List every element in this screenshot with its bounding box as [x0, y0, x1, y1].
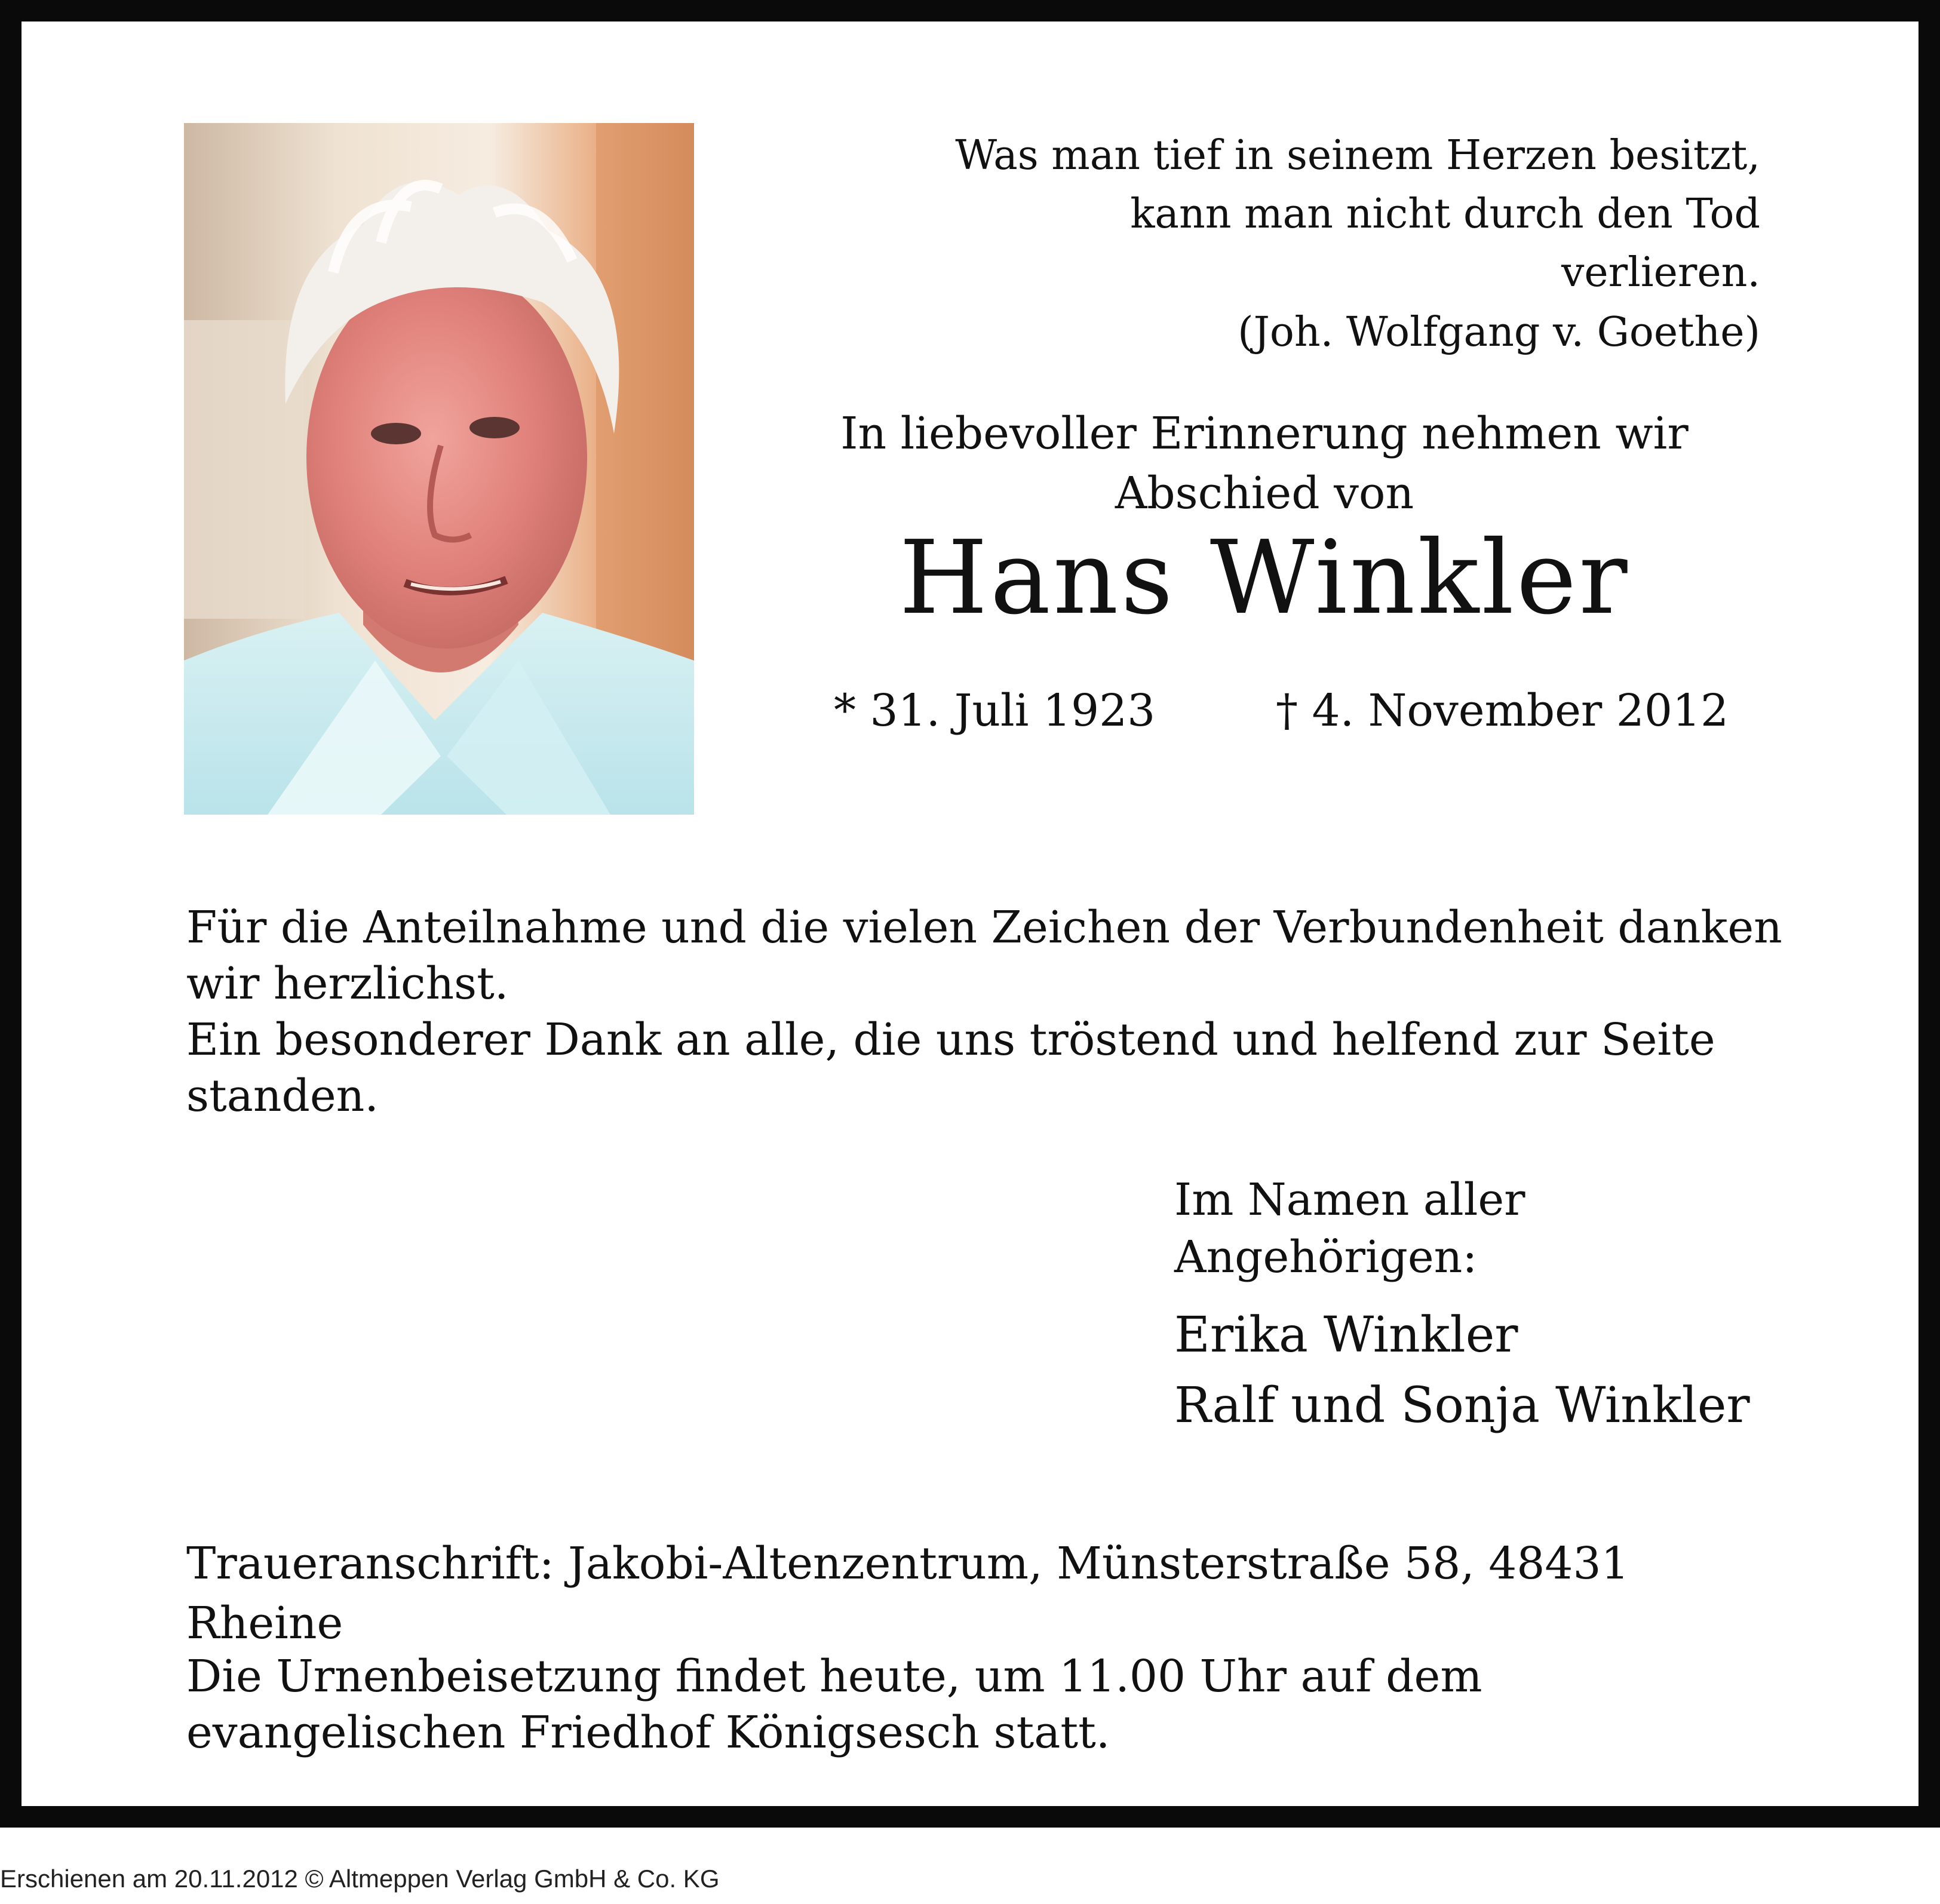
goethe-quote — [924, 127, 1760, 362]
death-date: † 4. November 2012 — [1276, 685, 1729, 736]
farewell-intro: In liebevoller Erinnerung nehmen wir Abschied von — [840, 408, 1689, 519]
portrait-photo — [184, 123, 694, 815]
thanks-paragraph-1: Für die Anteilnahme und die vielen Zeichen der Verbundenheit danken wir herzlichst. — [186, 902, 1782, 1009]
thanks-paragraph-2: Ein besonderer Dank an alle, die uns tröstend und helfend zur Seite standen. — [186, 1014, 1715, 1122]
mourner-names — [1174, 1300, 1831, 1441]
mourner-name: Ralf und Sonja Winkler — [1174, 1377, 1750, 1434]
birth-date: * 31. Juli 1923 — [834, 685, 1156, 736]
mourning-address: Traueranschrift: Jakobi-Altenzentrum, Münsterstraße 58, 48431 Rheine — [186, 1538, 1629, 1649]
deceased-name: Hans Winkler — [899, 519, 1630, 637]
quote-source: (Joh. Wolfgang v. Goethe) — [1238, 309, 1760, 356]
portrait-illustration — [184, 123, 694, 815]
quote-line-2: kann man nicht durch den Tod verlieren. — [1130, 191, 1760, 296]
quote-line-1: Was man tief in seinem Herzen besitzt, — [955, 132, 1760, 179]
family-signoff — [1174, 1171, 1831, 1441]
signoff-heading: Im Namen aller Angehörigen: — [1174, 1174, 1525, 1283]
mourner-name: Erika Winkler — [1174, 1307, 1518, 1363]
publication-footer: Erschienen am 20.11.2012 © Altmeppen Verlag GmbH & Co. KG — [0, 1865, 720, 1893]
burial-notice: Die Urnenbeisetzung findet heute, um 11.00 Uhr auf dem evangelischen Friedhof Königsesch statt. — [186, 1651, 1482, 1758]
thanks-text — [186, 899, 1799, 1124]
